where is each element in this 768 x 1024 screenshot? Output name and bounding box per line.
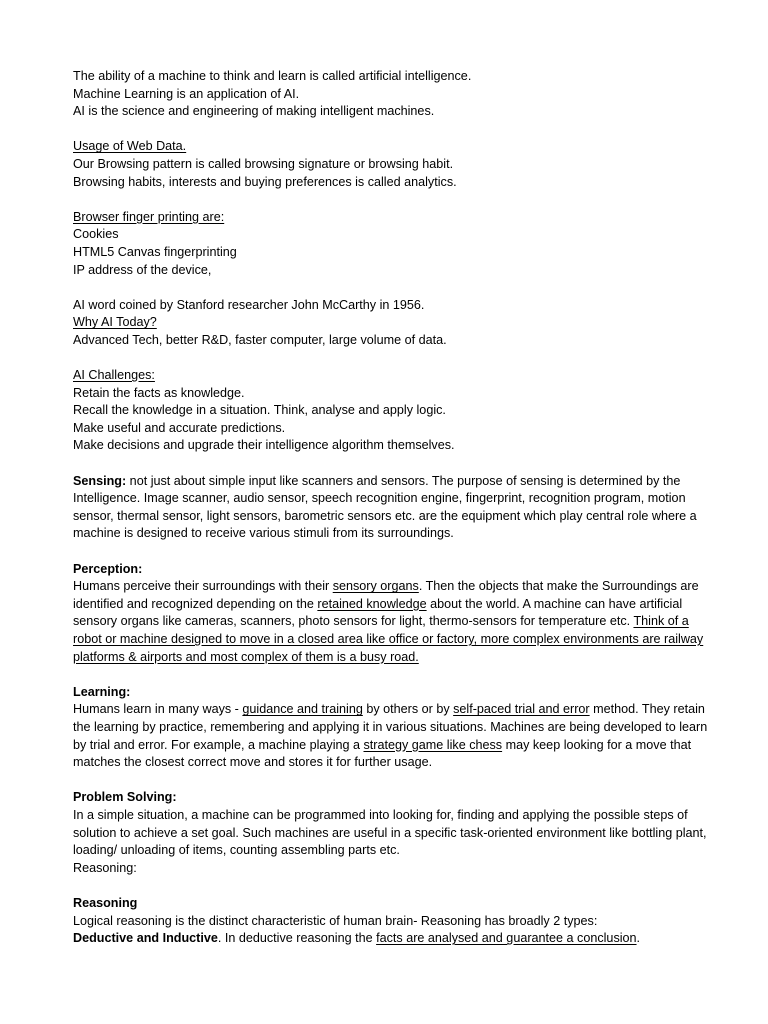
fingerprinting-item: Cookies xyxy=(73,227,119,242)
fingerprinting-item: HTML5 Canvas fingerprinting xyxy=(73,244,237,259)
spacer xyxy=(73,121,708,139)
learning-text: method. They retain the learning by practice, remembering and applying it in various situations. Machines are being developed to learn by trial and error. For example, a machine playing a xyxy=(73,702,708,752)
learning-heading: Learning: xyxy=(73,684,131,699)
learning-paragraph xyxy=(73,701,708,771)
learning-underlined: strategy game like chess xyxy=(363,737,503,752)
learning-underlined: guidance and training xyxy=(242,702,363,717)
spacer xyxy=(73,877,708,895)
problem-solving-paragraph: In a simple situation, a machine can be programmed into looking for, finding and applying the possible steps of solution to achieve a set goal. Such machines are useful in a specific task-oriented environment like bottling plant, loading/ unloading of items, counting assembling parts etc. xyxy=(73,807,707,858)
fingerprinting-item: IP address of the device, xyxy=(73,262,212,277)
problem-solving-heading: Problem Solving: xyxy=(73,790,177,805)
learning-underlined: self-paced trial and error xyxy=(453,702,590,717)
why-ai-answer: Advanced Tech, better R&D, faster computer, large volume of data. xyxy=(73,332,447,347)
web-data-line-1: Our Browsing pattern is called browsing signature or browsing habit. xyxy=(73,156,454,171)
reasoning-bold: Deductive and Inductive xyxy=(73,931,218,946)
spacer xyxy=(73,191,708,209)
intro-line-3: AI is the science and engineering of making intelligent machines. xyxy=(73,104,435,119)
fingerprinting-heading: Browser finger printing are: xyxy=(73,209,225,224)
spacer xyxy=(73,279,708,297)
challenges-heading: AI Challenges: xyxy=(73,368,155,383)
intro-line-2: Machine Learning is an application of AI. xyxy=(73,86,300,101)
learning-text: Humans learn in many ways - xyxy=(73,702,243,717)
sensing-paragraph xyxy=(73,473,708,543)
sensing-label: Sensing: xyxy=(73,473,127,488)
web-data-line-2: Browsing habits, interests and buying preferences is called analytics. xyxy=(73,174,457,189)
perception-text: . Then the objects that make the Surroundings are identified and recognized depending on the xyxy=(73,579,699,611)
challenge-item: Recall the knowledge in a situation. Think, analyse and apply logic. xyxy=(73,403,446,418)
perception-heading: Perception: xyxy=(73,561,143,576)
reasoning-underlined: facts are analysed and guarantee a conclusion xyxy=(376,931,637,946)
intro-line-1: The ability of a machine to think and learn is called artificial intelligence. xyxy=(73,69,472,83)
perception-paragraph xyxy=(73,578,708,666)
challenge-item: Make decisions and upgrade their intelligence algorithm themselves. xyxy=(73,438,455,453)
learning-text: may keep looking for a move that matches the closest correct move and stores it for further usage. xyxy=(73,737,692,770)
spacer xyxy=(73,543,708,561)
perception-text: Humans perceive their surroundings with their xyxy=(73,579,333,594)
reasoning-label-line: Reasoning: xyxy=(73,860,137,875)
challenge-item: Make useful and accurate predictions. xyxy=(73,420,286,435)
challenge-item: Retain the facts as knowledge. xyxy=(73,385,245,400)
web-data-heading: Usage of Web Data. xyxy=(73,139,187,154)
perception-underlined: sensory organs xyxy=(332,579,419,594)
reasoning-paragraph xyxy=(73,930,708,948)
reasoning-line-1: Logical reasoning is the distinct characteristic of human brain- Reasoning has broadly 2 types: xyxy=(73,913,598,928)
spacer xyxy=(73,666,708,684)
reasoning-text: . In deductive reasoning the xyxy=(217,931,377,946)
sensing-text: not just about simple input like scanners and sensors. The purpose of sensing is determined by the Intelligence. Image scanner, audio sensor, speech recognition engine, fingerprint, recognition program, motion sensor, thermal sensor, light sensors, barometric sensors etc. are the equipment which play central role where a machine is designed to receive various stimuli from its surroundings. xyxy=(73,473,697,541)
perception-underlined: retained knowledge xyxy=(317,596,427,611)
spacer xyxy=(73,455,708,473)
perception-underlined: Think of a robot or machine designed to move in a closed area like office or factory, more complex environments are railway platforms & airports and most complex of them is a busy road. xyxy=(73,614,704,664)
why-ai-heading: Why AI Today? xyxy=(73,315,157,330)
reasoning-text: . xyxy=(636,931,641,946)
learning-text: by others or by xyxy=(362,702,454,717)
reasoning-heading: Reasoning xyxy=(73,895,138,910)
perception-text: about the world. A machine can have artificial sensory organs like cameras, scanners, photo sensors for light, thermo-sensors for temperature etc. xyxy=(73,596,683,629)
spacer xyxy=(73,350,708,368)
ai-coined-line: AI word coined by Stanford researcher John McCarthy in 1956. xyxy=(73,297,425,312)
spacer xyxy=(73,772,708,790)
